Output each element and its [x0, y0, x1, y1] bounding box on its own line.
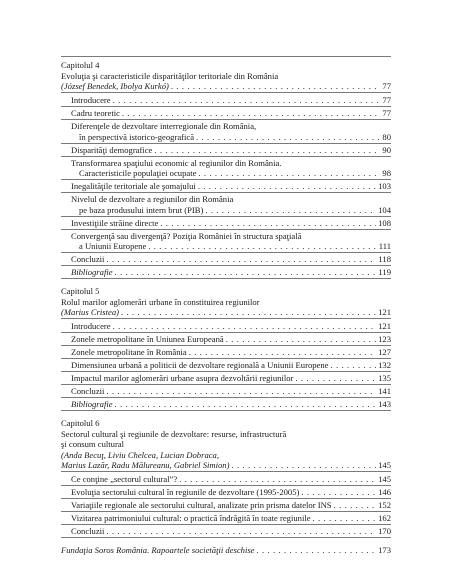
toc-entry[interactable] [61, 180, 391, 193]
chapter-authors-row-text: (Marius Cristea) [61, 307, 120, 317]
leader-dots [171, 81, 381, 92]
toc-entry-row[interactable] [71, 373, 391, 384]
toc-entry-row-page: 146 [378, 487, 391, 497]
leader-dots [334, 500, 377, 511]
toc-entry-row[interactable] [71, 205, 391, 216]
toc-entry-row[interactable] [71, 108, 391, 119]
leader-dots [226, 334, 376, 345]
toc-entry-row[interactable] [71, 241, 391, 252]
chapter-heading [61, 418, 391, 472]
toc-entry[interactable] [61, 398, 391, 411]
chapter-title-line: Sectorul cultural şi regiunile de dezvoltare: resurse, infrastructură [61, 428, 287, 439]
toc-entry-row-page: 118 [378, 254, 391, 264]
toc-entry-row[interactable] [71, 95, 391, 106]
toc-entry-row-text: Introducere [71, 321, 111, 331]
leader-dots [115, 399, 377, 410]
toc-entry-row-page: 119 [378, 267, 391, 277]
toc-entry-line: Diferenţele de dezvoltare interregionale din România, [71, 121, 257, 131]
leader-dots [113, 321, 377, 332]
toc-entry-row-text: Zonele metropolitane în România [71, 347, 187, 357]
table-of-contents [61, 60, 391, 556]
toc-entry[interactable] [61, 230, 391, 254]
chapter-authors-row-page: 121 [378, 307, 391, 317]
toc-entry[interactable] [61, 359, 391, 372]
toc-entry-row-text: Investiţiile străine directe [71, 217, 159, 228]
leader-dots [113, 95, 381, 106]
toc-entry-row-page: 123 [378, 334, 391, 344]
toc-entry-row[interactable] [71, 513, 391, 524]
footer-entry-text: Fundaţia Soros România. Rapoartele societăţii deschise [61, 545, 255, 555]
toc-entry-row-page: 121 [378, 321, 391, 331]
toc-entry-row-text: Caracteristicile populaţiei ocupate [79, 168, 197, 178]
leader-dots [106, 254, 376, 265]
toc-entry-row-text: în perspectivă istorico-geografică [79, 131, 195, 142]
toc-entry[interactable] [61, 144, 391, 157]
chapter-heading [61, 286, 391, 319]
toc-entry-row[interactable] [71, 181, 391, 192]
toc-entry-line: Nivelul de dezvoltare a regiunilor din România [71, 194, 234, 204]
leader-dots [295, 373, 376, 384]
toc-entry-row[interactable] [71, 399, 391, 410]
toc-entry[interactable] [61, 346, 391, 359]
toc-entry[interactable] [61, 217, 391, 230]
leader-dots [121, 307, 376, 318]
toc-entry-row[interactable] [71, 386, 391, 397]
toc-entry-row[interactable] [71, 526, 391, 537]
toc-entry-row[interactable] [71, 360, 391, 371]
chapter-authors-row[interactable] [61, 81, 391, 92]
toc-entry[interactable] [61, 266, 391, 279]
toc-entry[interactable] [61, 333, 391, 346]
toc-entry-row[interactable] [71, 321, 391, 332]
leader-dots [106, 386, 376, 397]
toc-entry[interactable] [61, 107, 391, 120]
toc-entry-row-page: 103 [378, 181, 391, 191]
toc-entry-row-text: Disparităţi demografice [71, 144, 153, 155]
leader-dots [301, 487, 376, 498]
leader-dots [115, 267, 377, 278]
toc-entry[interactable] [61, 499, 391, 512]
toc-entry-row[interactable] [71, 334, 391, 345]
toc-entry-row[interactable] [71, 474, 391, 485]
toc-entry[interactable] [61, 525, 391, 538]
chapter-label: Capitolul 5 [61, 286, 100, 296]
toc-entry-row-text: Concluzii [71, 526, 105, 536]
toc-entry-row-page: 104 [378, 204, 391, 215]
toc-entry-row-text: Cadru teoretic [71, 108, 120, 118]
toc-entry-row-page: 132 [378, 360, 391, 370]
toc-entry[interactable] [61, 193, 391, 217]
leader-dots [179, 474, 376, 485]
chapter-label: Capitolul 4 [61, 60, 100, 70]
toc-entry-row[interactable] [71, 487, 391, 498]
leader-dots [198, 168, 380, 179]
leader-dots [106, 526, 376, 537]
toc-entry-row-text: Concluzii [71, 386, 105, 396]
leader-dots [257, 545, 377, 556]
toc-entry-row-page: 143 [378, 399, 391, 409]
toc-entry-row-page: 77 [382, 95, 391, 105]
leader-dots [196, 132, 380, 143]
leader-dots [122, 108, 380, 119]
leader-dots [160, 218, 376, 229]
toc-entry-row-text: Bibliografie [71, 267, 113, 277]
chapter-authors-row[interactable] [61, 460, 391, 471]
chapter-title-line: şi consum cultural [61, 439, 125, 449]
toc-entry-row-text: Dimensiunea urbană a politicii de dezvoltare regională a Uniunii Europene [71, 360, 329, 370]
chapter-authors-row-page: 145 [378, 460, 391, 470]
toc-entry-row-text: Vizitarea patrimoniului cultural: o practică îndrăgită în toate regiunile [71, 513, 311, 523]
toc-entry-row[interactable] [71, 132, 391, 143]
toc-entry-row-page: 77 [382, 108, 391, 118]
leader-dots [189, 347, 376, 358]
footer-entry-page: 173 [378, 545, 391, 555]
toc-entry-row-text: Evoluţia sectorului cultural în regiunile de dezvoltare (1995-2005) [71, 487, 300, 497]
toc-entry-row-text: Concluzii [71, 254, 105, 264]
chapter-authors-row-text: Marius Lazăr, Radu Mălureanu, Gabriel Simion) [61, 460, 230, 470]
chapter-label: Capitolul 6 [61, 418, 100, 428]
toc-entry-row[interactable] [71, 218, 391, 229]
toc-entry[interactable] [61, 372, 391, 385]
chapter-spacer [61, 279, 391, 286]
leader-dots [313, 513, 377, 524]
toc-entry-row[interactable] [71, 145, 391, 156]
toc-entry[interactable] [61, 253, 391, 266]
chapter-authors: (Anda Becuţ, Liviu Chelcea, Lucian Dobraca, [61, 449, 219, 460]
toc-entry-row-page: 152 [378, 500, 391, 510]
top-rule [61, 56, 391, 57]
leader-dots [148, 241, 376, 252]
toc-entry-row-text: pe baza produsului intern brut (PIB) [79, 204, 204, 215]
toc-entry[interactable] [61, 473, 391, 486]
toc-entry-row-page: 80 [382, 131, 391, 142]
leader-dots [205, 205, 376, 216]
leader-dots [198, 181, 376, 192]
toc-entry-row-text: a Uniunii Europene [79, 241, 147, 251]
toc-entry[interactable] [61, 512, 391, 525]
toc-entry-row[interactable] [71, 500, 391, 511]
leader-dots [154, 145, 380, 156]
toc-entry-row-page: 108 [378, 217, 391, 228]
toc-entry[interactable] [61, 157, 391, 181]
toc-entry-row-text: Zonele metropolitane în Uniunea Europeană [71, 334, 224, 344]
toc-entry-row-text: Bibliografie [71, 399, 113, 409]
toc-entry[interactable] [61, 94, 391, 107]
chapter-title: Evoluţia şi caracteristicile disparităţilor teritoriale din România [61, 70, 279, 81]
toc-entry-row[interactable] [71, 168, 391, 179]
toc-entry[interactable] [61, 385, 391, 398]
toc-entry-row-text: Variaţiile regionale ale sectorului cultural, analizate prin prisma datelor INS [71, 500, 332, 510]
toc-entry-row[interactable] [71, 267, 391, 278]
toc-entry-row[interactable] [71, 254, 391, 265]
toc-entry-row-page: 141 [378, 386, 391, 396]
chapter-heading [61, 60, 391, 93]
leader-dots [330, 360, 376, 371]
toc-entry-row-page: 135 [378, 373, 391, 383]
toc-entry-row-page: 111 [378, 241, 391, 251]
toc-entry-row-page: 90 [382, 144, 391, 155]
toc-entry[interactable] [61, 120, 391, 144]
leader-dots [231, 460, 376, 471]
chapter-title: Rolul marilor aglomerări urbane în constituirea regiunilor [61, 296, 260, 307]
toc-entry-row-text: Introducere [71, 95, 111, 105]
toc-entry-row-page: 162 [378, 513, 391, 523]
toc-entry-row-text: Ce conţine „sectorul cultural”? [71, 474, 178, 484]
toc-entry-row-text: Impactul marilor aglomerări urbane asupra dezvoltării regiunilor [71, 373, 294, 383]
chapter-authors-row-text: (József Benedek, Ibolya Kurkó) [61, 81, 169, 91]
toc-entry-row-text: Inegalităţile teritoriale ale şomajului [71, 181, 196, 191]
toc-entry-line: Convergenţă sau divergenţă? Poziţia României în structura spaţială [71, 230, 302, 241]
toc-entry[interactable] [61, 320, 391, 333]
toc-entry-row-page: 127 [378, 347, 391, 357]
toc-entry-row-page: 170 [378, 526, 391, 536]
chapter-spacer [61, 411, 391, 418]
toc-entry-line: Transformarea spaţiului economic al regiunilor din România. [71, 157, 282, 168]
toc-entry-row-page: 98 [382, 168, 391, 178]
chapter-authors-row[interactable] [61, 307, 391, 318]
toc-entry-row-page: 145 [378, 474, 391, 484]
toc-entry[interactable] [61, 486, 391, 499]
chapter-spacer [61, 538, 391, 545]
chapter-authors-row-page: 77 [382, 81, 391, 91]
footer-entry[interactable] [61, 545, 391, 556]
toc-entry-row[interactable] [71, 347, 391, 358]
